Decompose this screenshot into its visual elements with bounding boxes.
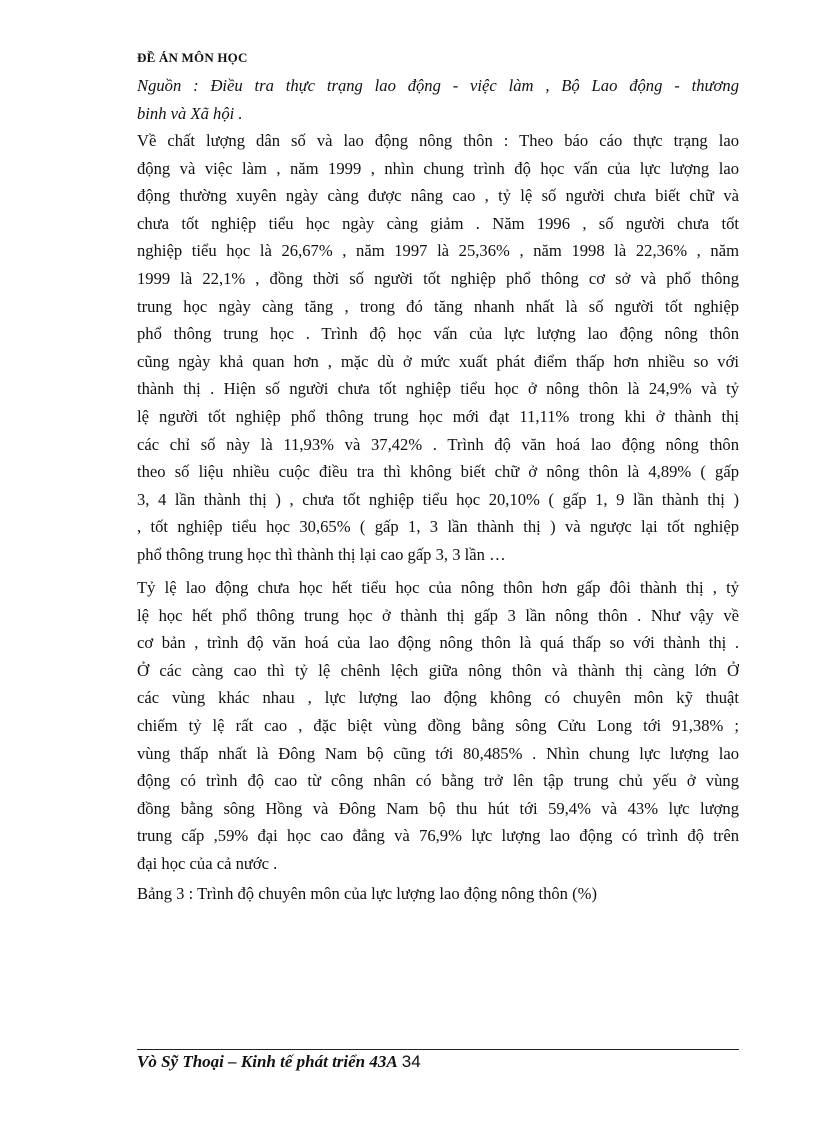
text-line: cơ bản , trình độ văn hoá của lao động nông thôn là quá thấp so với thành thị . xyxy=(137,633,739,653)
text-line: , tốt nghiệp tiểu học 30,65% ( gấp 1, 3 lần thành thị ) và ngược lại tốt nghiệp xyxy=(137,517,739,537)
source-note xyxy=(137,72,739,127)
text-line: theo số liệu nhiều cuộc điều tra thì không biết chữ ở nông thôn là 4,89% ( gấp xyxy=(137,462,739,482)
source-line: binh và Xã hội . xyxy=(137,103,243,123)
table-caption: Bảng 3 : Trình độ chuyên môn của lực lượng lao động nông thôn (%) xyxy=(137,884,597,903)
text-line: các chỉ số này là 11,93% và 37,42% . Trình độ văn hoá lao động nông thôn xyxy=(137,434,739,454)
text-line: nghiệp tiểu học là 26,67% , năm 1997 là 25,36% , năm 1998 là 22,36% , năm xyxy=(137,241,739,261)
text-line: đồng bằng sông Hồng và Đông Nam bộ thu hút tới 59,4% và 43% lực lượng xyxy=(137,798,739,818)
paragraph-education-gap xyxy=(137,574,739,878)
text-line: 1999 là 22,1% , đồng thời số người tốt nghiệp phổ thông cơ sở và phổ thông xyxy=(137,268,739,288)
text-line: trung học ngày càng tăng , trong đó tăng nhanh nhất là số người tốt nghiệp xyxy=(137,296,739,316)
text-line: cũng ngày khả quan hơn , mặc dù ở mức xuất phát điểm thấp hơn nhiều so với xyxy=(137,351,739,371)
source-line: Nguồn : Điều tra thực trạng lao động - việc làm , Bộ Lao động - thương xyxy=(137,76,739,95)
text-line: Ở các càng cao thì tỷ lệ chênh lệch giữa nông thôn và thành thị càng lớn Ở xyxy=(137,660,739,680)
footer-divider xyxy=(137,1049,739,1050)
text-line: Tỷ lệ lao động chưa học hết tiểu học của nông thôn hơn gấp đôi thành thị , tỷ xyxy=(137,578,739,597)
text-line: các vùng khác nhau , lực lượng lao động không có chuyên môn kỹ thuật xyxy=(137,688,739,708)
text-line: Về chất lượng dân số và lao động nông thôn : Theo báo cáo thực trạng lao xyxy=(137,131,739,150)
document-header: ĐỀ ÁN MÔN HỌC xyxy=(137,50,248,65)
text-line: trung cấp ,59% đại học cao đẳng và 76,9% lực lượng lao động có trình độ trên xyxy=(137,826,739,846)
text-line: lệ học hết phổ thông trung học ở thành thị gấp 3 lần nông thôn . Như vậy về xyxy=(137,605,739,625)
text-line: chưa tốt nghiệp tiểu học ngày càng giảm . Năm 1996 , số người chưa tốt xyxy=(137,213,739,233)
text-line: phổ thông trung học . Trình độ học vấn của lực lượng lao động nông thôn xyxy=(137,324,739,344)
text-line: đại học của cả nước . xyxy=(137,853,278,873)
text-line: vùng thấp nhất là Đông Nam bộ cũng tới 80,485% . Nhìn chung lực lượng lao xyxy=(137,743,739,763)
text-line: động có trình độ cao từ công nhân có bằng trở lên tập trung chủ yếu ở vùng xyxy=(137,771,739,791)
text-line: 3, 4 lần thành thị ) , chưa tốt nghiệp tiểu học 20,10% ( gấp 1, 9 lần thành thị ) xyxy=(137,489,739,509)
text-line: lệ người tốt nghiệp phổ thông trung học mới đạt 11,11% trong khi ở thành thị xyxy=(137,406,739,426)
text-line: chiếm tỷ lệ rất cao , đặc biệt vùng đồng bằng sông Cửu Long tới 91,38% ; xyxy=(137,715,739,735)
page-number: 34 xyxy=(401,1052,421,1071)
paragraph-population-quality xyxy=(137,127,739,569)
footer-author: Vò Sỹ Thoại – Kinh tế phát triển 43A xyxy=(137,1052,398,1071)
text-line: phổ thông trung học thì thành thị lại cao gấp 3, 3 lần … xyxy=(137,544,506,564)
text-line: động thường xuyên ngày càng được nâng cao , tỷ lệ số người chưa biết chữ và xyxy=(137,186,739,206)
page-footer xyxy=(137,1052,421,1072)
text-line: thành thị . Hiện số người chưa tốt nghiệp tiểu học ở nông thôn là 24,9% và tỷ xyxy=(137,379,739,399)
text-line: động và việc làm , năm 1999 , nhìn chung trình độ học vấn của lực lượng lao xyxy=(137,158,739,178)
